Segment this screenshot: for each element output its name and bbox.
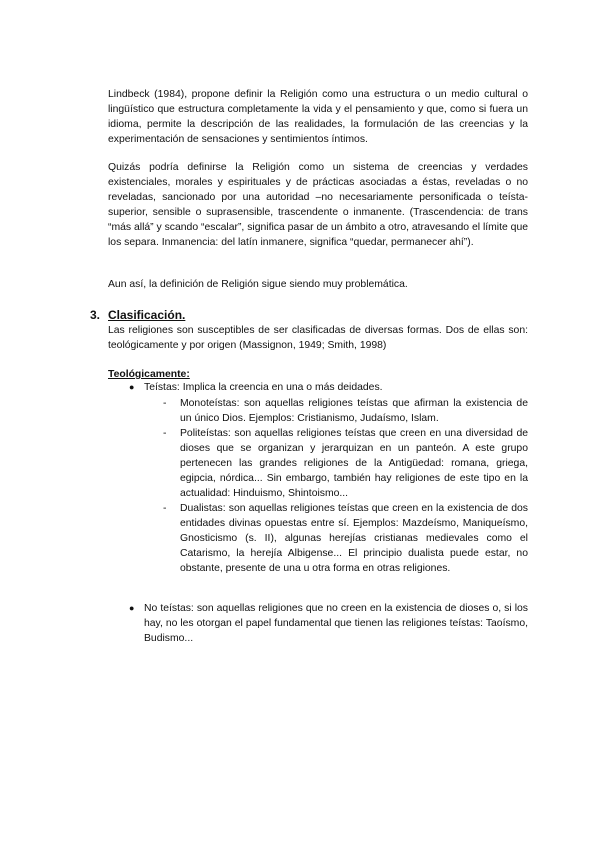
section-number: 3. [90,308,101,322]
paragraph-problematic: Aun así, la definición de Religión sigue siendo muy problemática. [108,279,408,290]
list-item-politeistas: Politeístas: son aquellas religiones teístas que creen en una diversidad de dioses que se organizan y jerarquizan en un panteón. A este grupo pertenecen las grandes religiones de la Antigüedad: romana, griega, egipcia, nórdica... Sin embargo, también hay religiones de este tipo en la actualidad: Hinduismo, Shintoismo... [180,428,528,500]
bullet-icon: ● [129,603,135,613]
list-item-no-teistas: No teístas: son aquellas religiones que no creen en la existencia de dioses o, si los hay, no les otorgan el papel fundamental que tienen las religiones teístas: Taoísmo, Budismo... [144,603,528,645]
section-title: Clasificación. [108,308,186,322]
list-item-teistas: Teístas: Implica la creencia en una o más deidades. [144,382,383,393]
list-item-dualistas: Dualistas: son aquellas religiones teístas que creen en la existencia de dos entidades divinas opuestas entre sí. Ejemplos: Mazdeísmo, Maniqueísmo, Gnosticismo (s. II), algunas herejías cristianas medievales como el Catarismo, la herejía Albigense... El principio dualista puede estar, no obstante, presente de una u otra forma en otras religiones. [180,503,528,575]
subheading-teologicamente: Teológicamente: [108,369,190,380]
dash-icon: - [163,503,167,514]
dash-icon: - [163,398,167,409]
bullet-icon: ● [129,382,135,392]
list-item-monoteistas: Monoteístas: son aquellas religiones teístas que afirman la existencia de un único Dios. Ejemplos: Cristianismo, Judaísmo, Islam. [180,398,528,425]
dash-icon: - [163,428,167,439]
section-intro: Las religiones son susceptibles de ser clasificadas de diversas formas. Dos de ellas son: teológicamente y por origen (Massignon, 1949; Smith, 1998) [108,325,528,352]
paragraph-definition: Quizás podría definirse la Religión como un sistema de creencias y verdades existenciales, morales y espirituales y de prácticas asociadas a éstas, reveladas o no reveladas, sancionado por una autoridad –no necesariamente personificada o teísta- superior, sensible o suprasensible, trascendente o inmanente. (Trascendencia: de trans “más allá” y scando “escalar”, significa pasar de un ámbito a otro, atravesando el límite que los separa. Inmanencia: del latín inmanere, significa “quedar, permanecer ahí”). [108,162,528,249]
paragraph-lindbeck: Lindbeck (1984), propone definir la Religión como una estructura o un medio cultural o lingüístico que estructura completamente la vida y el pensamiento y que, como si fuera un idioma, permite la descripción de las realidades, la formulación de las creencias y la experimentación de sensaciones y sentimientos íntimos. [108,89,528,146]
